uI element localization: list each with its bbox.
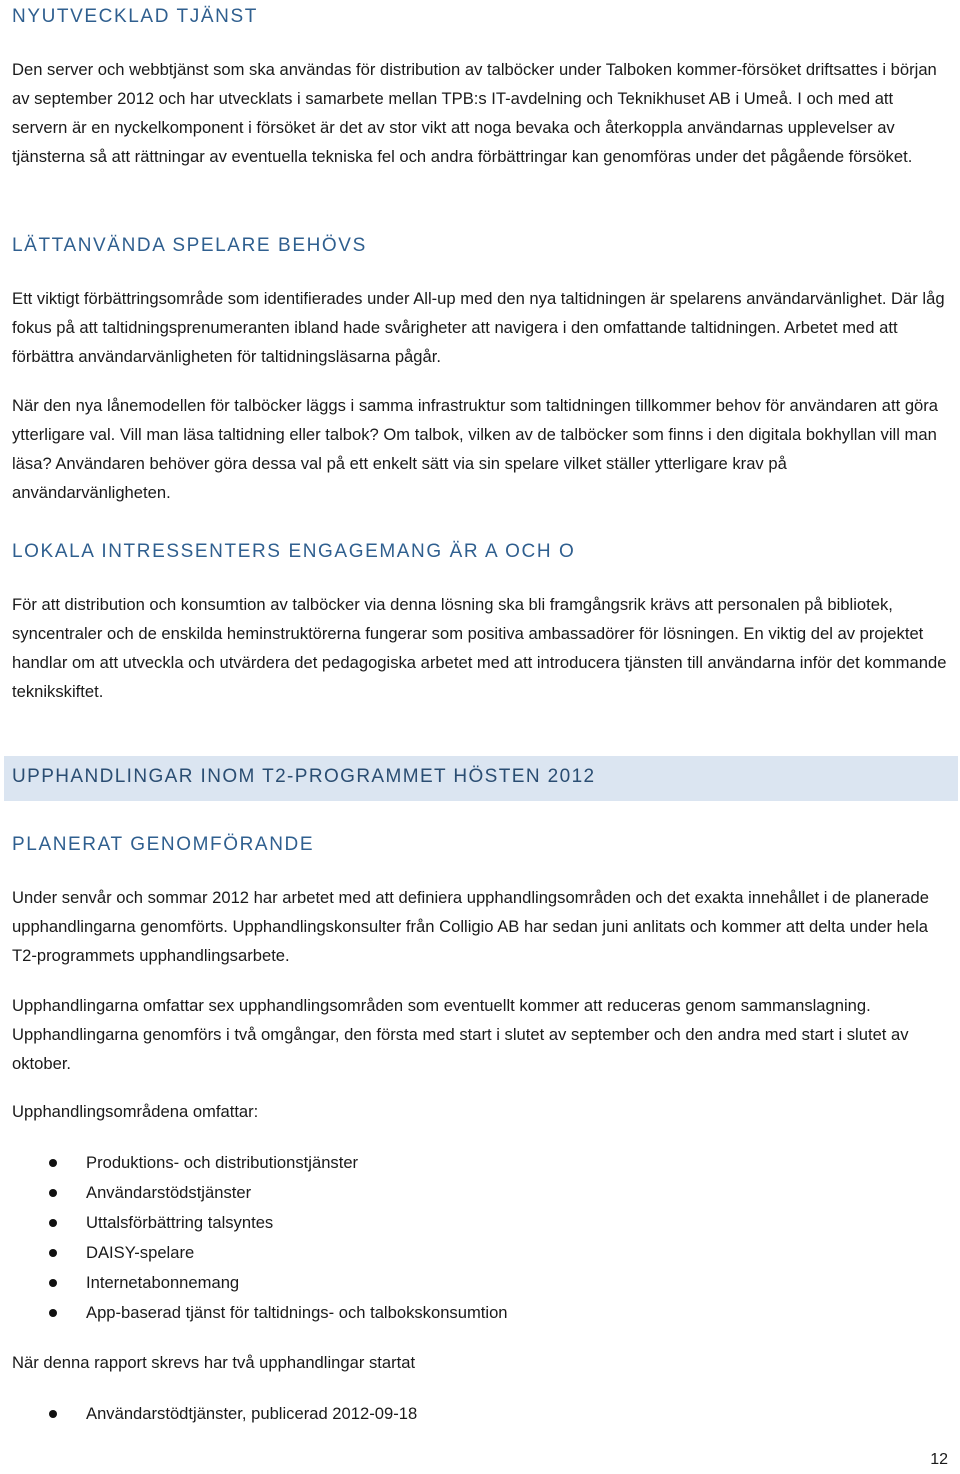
- list-item-text: DAISY-spelare: [86, 1243, 195, 1262]
- paragraph: Upphandlingarna omfattar sex upphandlingsområden som eventuellt kommer att reduceras genom sammanslagning. Upphandlingarna genomförs i två omgångar, den första med start i slutet av september och den andra med start i slutet av oktober.: [12, 996, 909, 1073]
- bullet-icon: [49, 1159, 57, 1167]
- section-heading: NYUTVECKLAD TJÄNST: [12, 6, 258, 27]
- list-item-text: Produktions- och distributionstjänster: [86, 1153, 359, 1172]
- list-item: [0, 1238, 900, 1268]
- page-number: 12: [930, 1451, 948, 1468]
- list-item: [0, 1399, 900, 1429]
- section-heading: LÄTTANVÄNDA SPELARE BEHÖVS: [12, 235, 367, 256]
- paragraph: För att distribution och konsumtion av talböcker via denna lösning ska bli framgångsrik krävs att personalen på bibliotek, syncentraler och de enskilda heminstruktörerna fungerar som positiva ambassadörer för lösningen. En viktig del av projektet handlar om att utveckla och utvärdera det pedagogiska arbetet med att introducera tjänsten till användarna inför det kommande teknikskiftet.: [12, 595, 947, 701]
- paragraph: När den nya lånemodellen för talböcker läggs i samma infrastruktur som taltidningen tillkommer behov för användaren att göra ytterligare val. Vill man läsa taltidning eller talbok? Om talbok, vilken av de talböcker som finns i den digitala bokhyllan vill man läsa? Användaren behöver göra dessa val på ett enkelt sätt via sin spelare vilket ställer ytterligare krav på användarvänligheten.: [12, 396, 939, 502]
- bullet-icon: [49, 1189, 57, 1197]
- chapter-title: UPPHANDLINGAR INOM T2-PROGRAMMET HÖSTEN 2012: [12, 766, 596, 787]
- bullet-icon: [49, 1279, 57, 1287]
- paragraph: Ett viktigt förbättringsområde som identifierades under All-up med den nya taltidningen är spelarens användarvänlighet. Där låg fokus på att taltidningsprenumeranten ibland hade svårigheter att navigera i den omfattande taltidningen. Arbetet med att förbättra användarvänligheten för taltidningsläsarna pågår.: [12, 289, 945, 366]
- section-heading: LOKALA INTRESSENTERS ENGAGEMANG ÄR A OCH O: [12, 541, 576, 562]
- list-item: [0, 1298, 900, 1328]
- list-item: [0, 1178, 900, 1208]
- list-item-text: App-baserad tjänst för taltidnings- och talbokskonsumtion: [86, 1303, 508, 1322]
- section-heading: PLANERAT GENOMFÖRANDE: [12, 834, 315, 855]
- paragraph: Den server och webbtjänst som ska användas för distribution av talböcker under Talboken kommer-försöket driftsattes i början av september 2012 och har utvecklats i samarbete mellan TPB:s IT-avdelning och Teknikhuset AB i Umeå. I och med att servern är en nyckelkomponent i försöket är det av stor vikt att noga bevaka och återkoppla användarnas upplevelser av tjänsterna så att rättningar av eventuella tekniska fel och andra förbättringar kan genomföras under det pågående försöket.: [12, 60, 937, 166]
- paragraph: Upphandlingsområdena omfattar:: [12, 1102, 259, 1121]
- list-item-text: Uttalsförbättring talsyntes: [86, 1213, 274, 1232]
- list-item: [0, 1148, 900, 1178]
- procurement-area-list: [0, 1148, 900, 1328]
- bullet-icon: [49, 1249, 57, 1257]
- bullet-icon: [49, 1219, 57, 1227]
- started-procurement-list: [0, 1399, 900, 1429]
- list-item-text: Användarstödtjänster, publicerad 2012-09-18: [86, 1404, 418, 1423]
- bullet-icon: [49, 1410, 57, 1418]
- list-item-text: Internetabonnemang: [86, 1273, 240, 1292]
- list-item: [0, 1208, 900, 1238]
- paragraph: När denna rapport skrevs har två upphandlingar startat: [12, 1353, 416, 1372]
- list-item-text: Användarstödstjänster: [86, 1183, 252, 1202]
- paragraph: Under senvår och sommar 2012 har arbetet med att definiera upphandlingsområden och det exakta innehållet i de planerade upphandlingarna genomförts. Upphandlingskonsulter från Colligio AB har sedan juni anlitats och kommer att delta under hela T2-programmets upphandlingsarbete.: [12, 888, 929, 965]
- list-item: [0, 1268, 900, 1298]
- bullet-icon: [49, 1309, 57, 1317]
